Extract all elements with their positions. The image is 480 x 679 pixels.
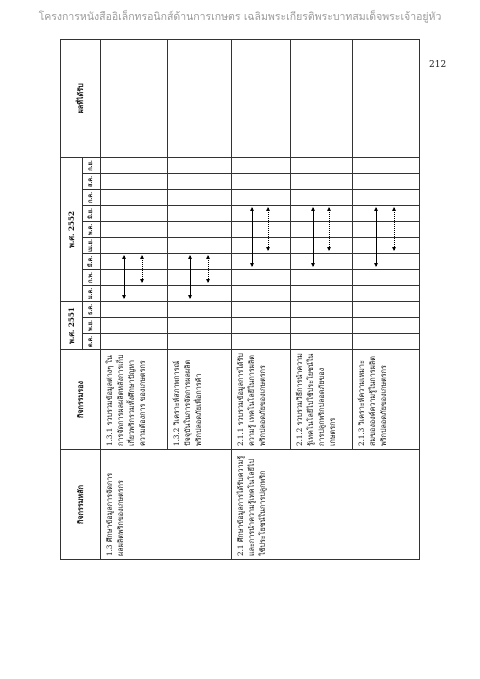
month-cell [232,157,290,173]
month-cell [232,269,290,285]
result-cell [232,39,290,157]
month-header: ธ.ค. [83,301,101,317]
month-cell [101,157,168,173]
page-number: 212 [429,60,447,70]
month-cell [101,173,168,189]
month-cell [101,318,168,334]
sub-activity-cell: 2.1.2 รวบรวมวิธีการนำความรู้เทคโนโลยีไปใช้ประโยชน์ในการปลูกพริกปลอดภัยของเกษตรกร [290,350,353,450]
month-cell [101,237,168,253]
header-year-2552: พ.ศ. 2552 [61,157,83,301]
month-cell [101,253,168,269]
month-cell [353,253,420,269]
month-cell [101,221,168,237]
month-cell [353,157,420,173]
month-cell [167,285,232,301]
sub-activity-cell: 1.3.2 วิเคราะห์สภาพการณ์ปัจจุบันในการจัดการผลผลิตพริกปลอดภัยเพื่อการค้า [167,350,232,450]
sub-activity-cell: 1.3.1 รวบรวมข้อมูลต่างๆ ในการจัดการผลผลิตหลังการเก็บเกี่ยวพริกรวมทั้งศึกษาปัญหา ความต้องการ ของเกษตรกร [101,350,168,450]
page-header: โครงการหนังสืออิเล็กทรอนิกส์ด้านการเกษตร เฉลิมพระเกียรติพระบาทสมเด็จพระเจ้าอยู่หัว [38,11,442,23]
month-cell [167,205,232,221]
month-cell [290,205,353,221]
month-cell [167,189,232,205]
month-cell [167,221,232,237]
header-sub-activity: กิจกรรมรอง [61,350,101,450]
month-cell [167,237,232,253]
month-cell [167,173,232,189]
month-cell [232,189,290,205]
header-year-2551: พ.ศ. 2551 [61,301,83,349]
month-cell [232,285,290,301]
month-cell [290,285,353,301]
month-cell [167,334,232,350]
month-cell [232,334,290,350]
table-row [101,39,168,559]
month-cell [353,285,420,301]
month-cell [353,334,420,350]
month-header: ก.พ. [83,269,101,285]
month-header: ต.ค. [83,334,101,350]
month-header: เม.ย. [83,237,101,253]
month-cell [353,189,420,205]
month-cell [290,237,353,253]
month-cell [232,237,290,253]
month-cell [353,237,420,253]
month-cell [232,173,290,189]
month-cell [232,318,290,334]
rotated-table-container [60,40,420,560]
result-cell [167,39,232,157]
month-cell [353,301,420,317]
result-cell [101,39,168,157]
month-header: ก.ย. [83,157,101,173]
month-cell [167,253,232,269]
month-cell [101,334,168,350]
month-header: พ.ค. [83,221,101,237]
activity-schedule-table [60,39,420,560]
month-header: ก.ค. [83,189,101,205]
month-cell [101,269,168,285]
header-main-activity: กิจกรรมหลัก [61,450,101,560]
header-result: ผลที่ได้รับ [61,39,101,157]
month-cell [232,205,290,221]
month-cell [290,189,353,205]
month-cell [290,269,353,285]
month-cell [167,269,232,285]
month-cell [290,253,353,269]
month-cell [290,301,353,317]
month-cell [232,253,290,269]
month-cell [290,157,353,173]
month-cell [353,205,420,221]
month-cell [353,173,420,189]
month-cell [290,173,353,189]
month-header: มิ.ย. [83,205,101,221]
month-header: ส.ค. [83,173,101,189]
sub-activity-cell: 2.1.1 รวบรวมข้อมูลการได้รับความรู้ เทคโนโลยีในการผลิตพริกปลอดภัยของเกษตรกร [232,350,290,450]
table-row [232,39,290,559]
main-activity-cell: 2.1 ศึกษาข้อมูลการได้รับความรู้และการนำความรู้เทคโนโลยีไปใช้ประโยชน์ในการปลูกพริก [232,450,420,560]
month-cell [232,301,290,317]
month-cell [290,334,353,350]
month-cell [167,157,232,173]
month-cell [353,318,420,334]
month-cell [101,301,168,317]
month-cell [353,269,420,285]
result-cell [353,39,420,157]
month-header: พ.ย. [83,318,101,334]
month-cell [101,285,168,301]
month-cell [232,221,290,237]
result-cell [290,39,353,157]
month-cell [167,318,232,334]
month-header: ม.ค. [83,285,101,301]
month-cell [290,221,353,237]
sub-activity-cell: 2.1.3 วิเคราะห์ความเหมาะสมขององค์ความรู้ในการผลิตพริกปลอดภัยของเกษตรกร [353,350,420,450]
month-cell [101,205,168,221]
month-cell [101,189,168,205]
month-cell [353,221,420,237]
main-activity-cell: 1.3 ศึกษาข้อมูลการจัดการผลผลิตพริกของเกษตรกร [101,450,232,560]
month-cell [290,318,353,334]
month-cell [167,301,232,317]
month-header: มี.ค. [83,253,101,269]
